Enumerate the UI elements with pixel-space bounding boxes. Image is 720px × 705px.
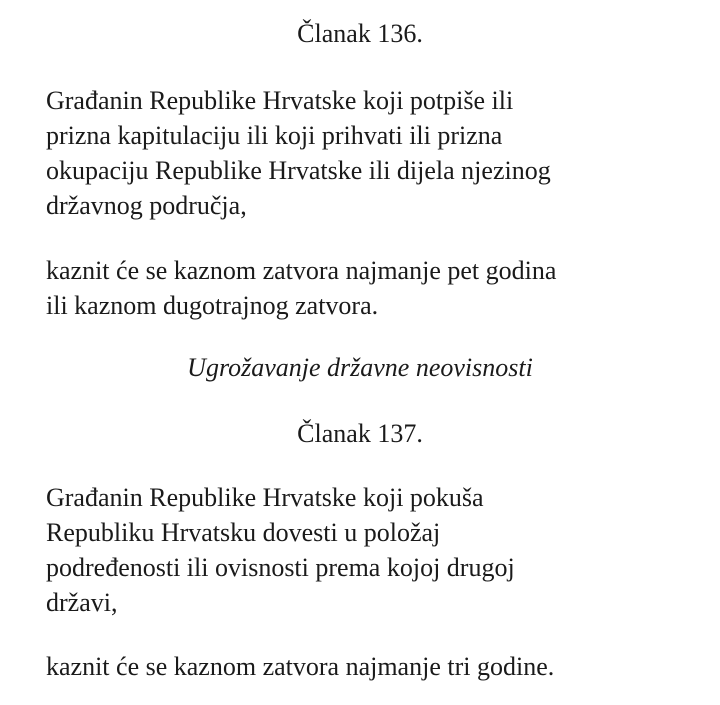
text-line: državnog područja, xyxy=(46,191,247,220)
text-line: Republiku Hrvatsku dovesti u položaj xyxy=(46,518,441,547)
text-line: okupaciju Republike Hrvatske ili dijela njezinog xyxy=(46,156,551,185)
text-line: kaznit će se kaznom zatvora najmanje tri godine. xyxy=(46,652,555,681)
text-line: prizna kapitulaciju ili koji prihvati ili prizna xyxy=(46,121,503,150)
text-line: kaznit će se kaznom zatvora najmanje pet godina xyxy=(46,256,557,285)
text-line: ili kaznom dugotrajnog zatvora. xyxy=(46,291,379,320)
text-line: državi, xyxy=(46,588,118,617)
text-line: Građanin Republike Hrvatske koji potpiše ili xyxy=(46,86,514,115)
article-136-heading: Članak 136. xyxy=(297,19,423,48)
section-title: Ugrožavanje državne neovisnosti xyxy=(187,353,533,382)
text-line: podređenosti ili ovisnosti prema kojoj drugoj xyxy=(46,553,515,582)
text-line: Građanin Republike Hrvatske koji pokuša xyxy=(46,483,484,512)
article-137-heading: Članak 137. xyxy=(297,419,423,448)
